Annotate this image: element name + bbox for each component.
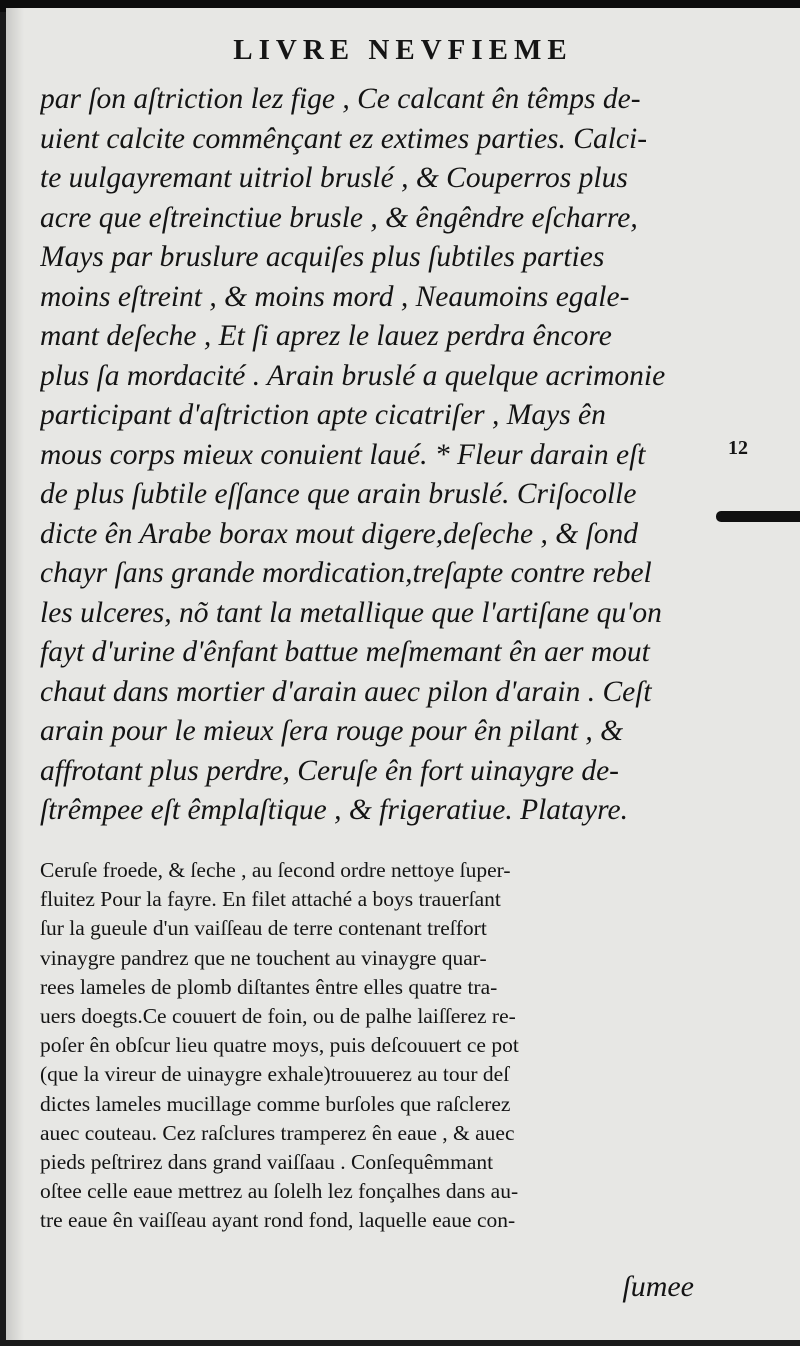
text-line: participant d'aſtriction apte cicatriſer , Mays ên xyxy=(40,399,606,431)
text-line: mous corps mieux conuient laué. * Fleur darain eſt xyxy=(40,438,646,471)
text-line: fayt d'urine d'ênfant battue meſmemant ên aer mout xyxy=(40,636,650,668)
text-line: rees lameles de plomb diſtantes êntre elles quatre tra- xyxy=(40,974,498,999)
margin-bar-mark xyxy=(716,511,800,522)
text-line: poſer ên obſcur lieu quatre moys, puis deſcouuert ce pot xyxy=(40,1033,519,1058)
italic-text-block xyxy=(40,80,720,831)
text-line: uers doegts.Ce couuert de foin, ou de palhe laiſſerez re- xyxy=(40,1003,516,1028)
text-line: chayr ſans grande mordication,treſapte contre rebel xyxy=(40,557,652,589)
text-line: te uulgayremant uitriol bruslé , & Couperros plus xyxy=(40,162,628,194)
text-line: auec couteau. Cez raſclures tramperez ên eaue , & auec xyxy=(40,1120,515,1145)
text-line: dicte ên Arabe borax mout digere,deſeche , & ſond xyxy=(40,517,639,550)
text-line: mant deſeche , Et ſi aprez le lauez perdra êncore xyxy=(40,320,612,352)
text-line: fluitez Pour la fayre. En filet attaché a boys trauerſant xyxy=(40,887,501,912)
text-line: (que la vireur de uinaygre exhale)trouuerez au tour deſ xyxy=(40,1062,510,1087)
book-page xyxy=(6,8,800,1340)
text-line: de plus ſubtile eſſance que arain bruslé. Criſocolle xyxy=(40,478,637,510)
catchword: ſumee xyxy=(622,1270,694,1303)
text-line: ſur la gueule d'un vaiſſeau de terre contenant treſfort xyxy=(40,916,487,941)
running-head: LIVRE NEVFIEME xyxy=(233,34,573,66)
text-line: moins eſtreint , & moins mord , Neaumoins egale- xyxy=(40,280,630,313)
text-line: vinaygre pandrez que ne touchent au vinaygre quar- xyxy=(40,945,487,970)
margin-note: 12 xyxy=(728,437,748,459)
text-line: arain pour le mieux ſera rouge pour ên pilant , & xyxy=(40,715,624,747)
text-line: Mays par bruslure acquiſes plus ſubtiles parties xyxy=(40,241,605,273)
text-line: acre que eſtreinctiue brusle , & êngêndre eſcharre, xyxy=(40,201,638,234)
text-line: oſtee celle eaue mettrez au ſolelh lez fonçalhes dans au- xyxy=(40,1179,519,1204)
text-line: chaut dans mortier d'arain auec pilon d'arain . Ceſt xyxy=(40,675,652,708)
text-line: ſtrêmpee eſt êmplaſtique , & frigeratiue. Platayre. xyxy=(40,794,628,826)
text-line: plus ſa mordacité . Arain bruslé a quelque acrimonie xyxy=(40,359,666,392)
text-line: par ſon aſtriction lez fige , Ce calcant ên têmps de- xyxy=(40,83,641,115)
text-line: affrotant plus perdre, Ceruſe ên fort uinaygre de- xyxy=(40,754,619,787)
text-line: les ulceres, nõ tant la metallique que l'artiſane qu'on xyxy=(40,596,662,629)
text-line: tre eaue ên vaiſſeau ayant rond fond, laquelle eaue con- xyxy=(40,1208,516,1233)
text-line: uient calcite commênçant ez extimes parties. Calci- xyxy=(40,122,648,155)
text-line: pieds peſtrirez dans grand vaiſſaau . Conſequêmmant xyxy=(40,1149,494,1174)
roman-text-block xyxy=(40,856,712,1235)
text-line: Ceruſe froede, & ſeche , au ſecond ordre nettoye ſuper- xyxy=(40,858,511,882)
text-line: dictes lameles mucillage comme burſoles que raſclerez xyxy=(40,1091,511,1116)
